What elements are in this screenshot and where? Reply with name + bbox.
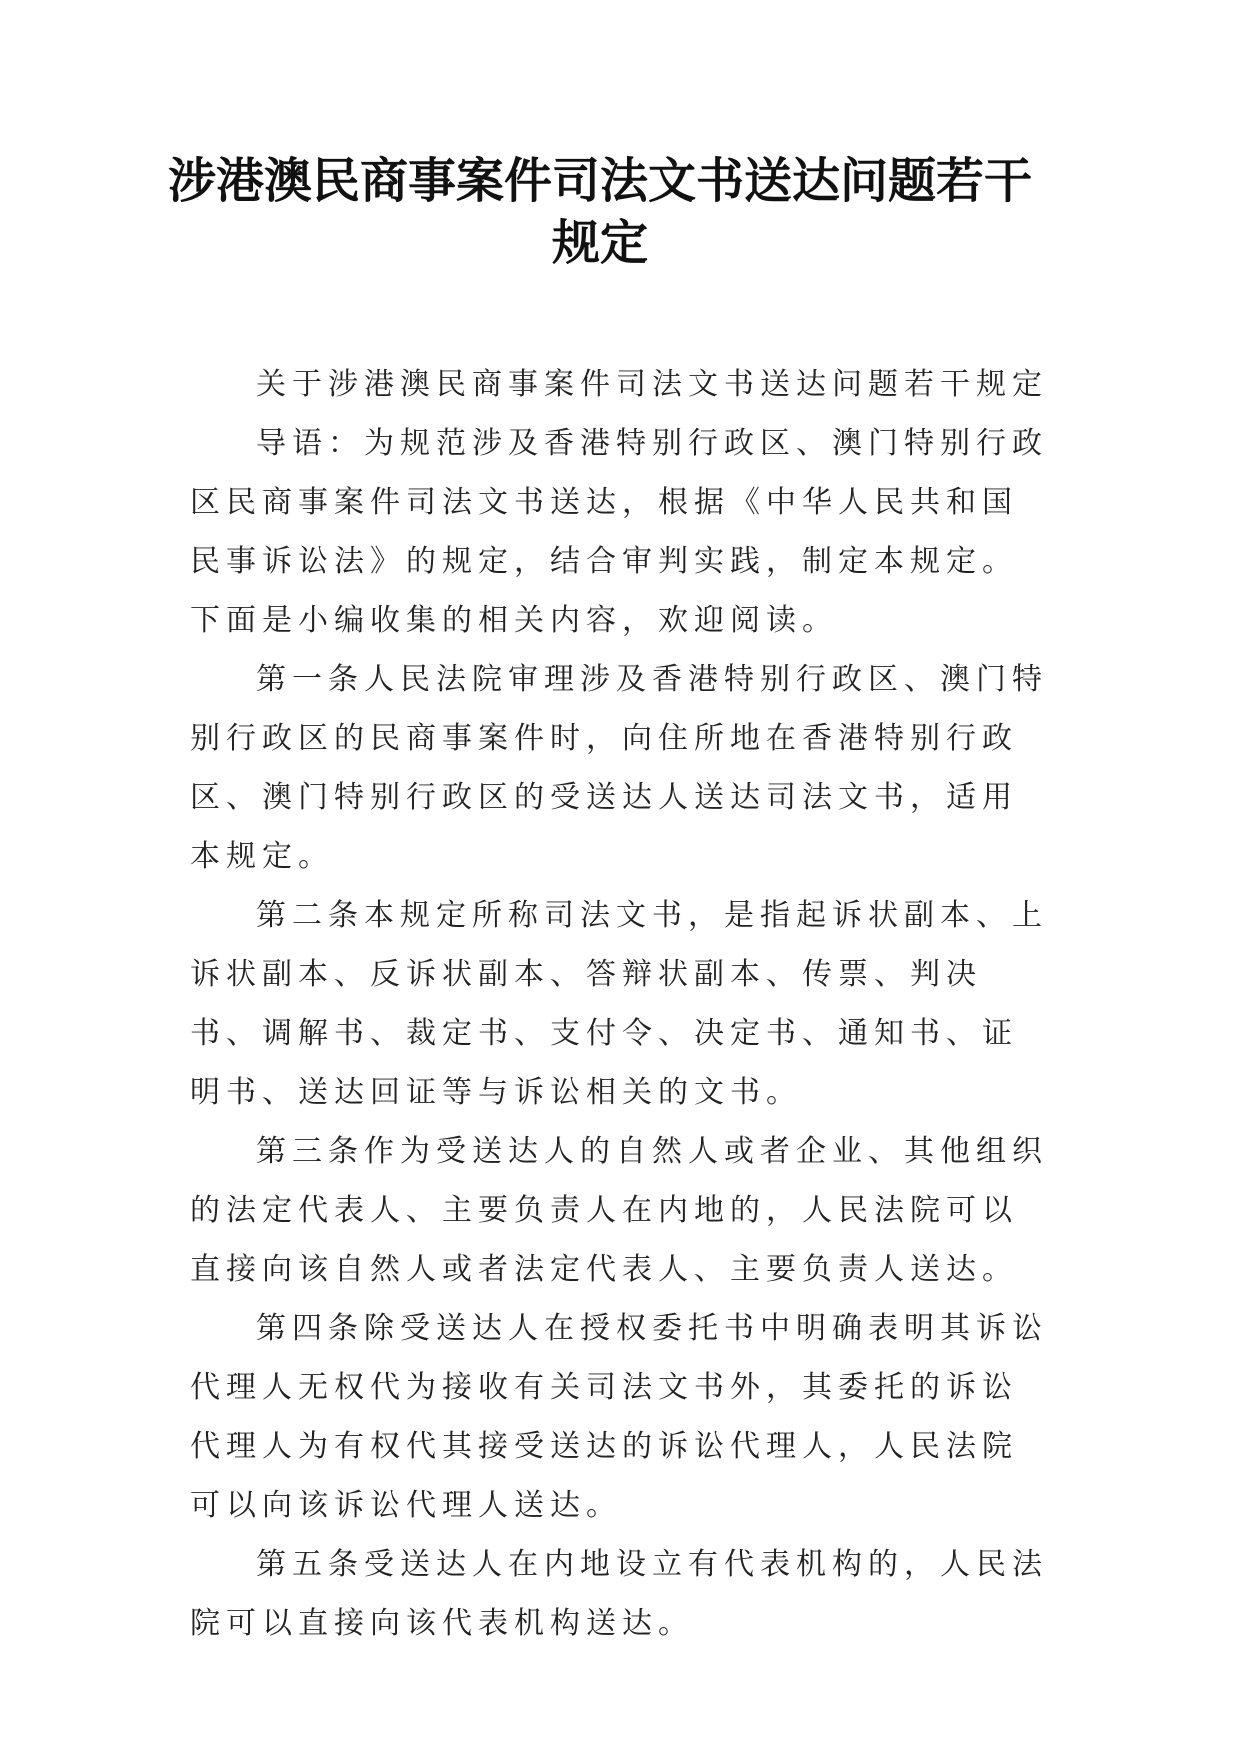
paragraph-article-3: 第三条作为受送达人的自然人或者企业、其他组织的法定代表人、主要负责人在内地的，人民法院可以直接向该自然人或者法定代表人、主要负责人送达。 <box>190 1134 1048 1287</box>
document-title <box>150 150 1050 274</box>
document-title-line-1: 涉港澳民商事案件司法文书送达问题若干 <box>167 153 1032 209</box>
paragraph-article-4: 第四条除受送达人在授权委托书中明确表明其诉讼代理人无权代为接收有关司法文书外，其委托的诉讼代理人为有权代其接受送达的诉讼代理人，人民法院可以向该诉讼代理人送达。 <box>190 1311 1048 1523</box>
document-body <box>190 355 1050 1653</box>
paragraph-article-2: 第二条本规定所称司法文书，是指起诉状副本、上诉状副本、反诉状副本、答辩状副本、传票、判决书、调解书、裁定书、支付令、决定书、通知书、证明书、送达回证等与诉讼相关的文书。 <box>190 898 1048 1110</box>
paragraph-article-5: 第五条受送达人在内地设立有代表机构的，人民法院可以直接向该代表机构送达。 <box>190 1547 1048 1641</box>
paragraph-heading: 关于涉港澳民商事案件司法文书送达问题若干规定 <box>256 367 1048 402</box>
document-title-line-2: 规定 <box>551 215 648 271</box>
paragraph-intro: 导语：为规范涉及香港特别行政区、澳门特别行政区民商事案件司法文书送达，根据《中华人民共和国民事诉讼法》的规定，结合审判实践，制定本规定。下面是小编收集的相关内容，欢迎阅读。 <box>190 426 1048 638</box>
paragraph-article-1: 第一条人民法院审理涉及香港特别行政区、澳门特别行政区的民商事案件时，向住所地在香港特别行政区、澳门特别行政区的受送达人送达司法文书，适用本规定。 <box>190 662 1048 874</box>
